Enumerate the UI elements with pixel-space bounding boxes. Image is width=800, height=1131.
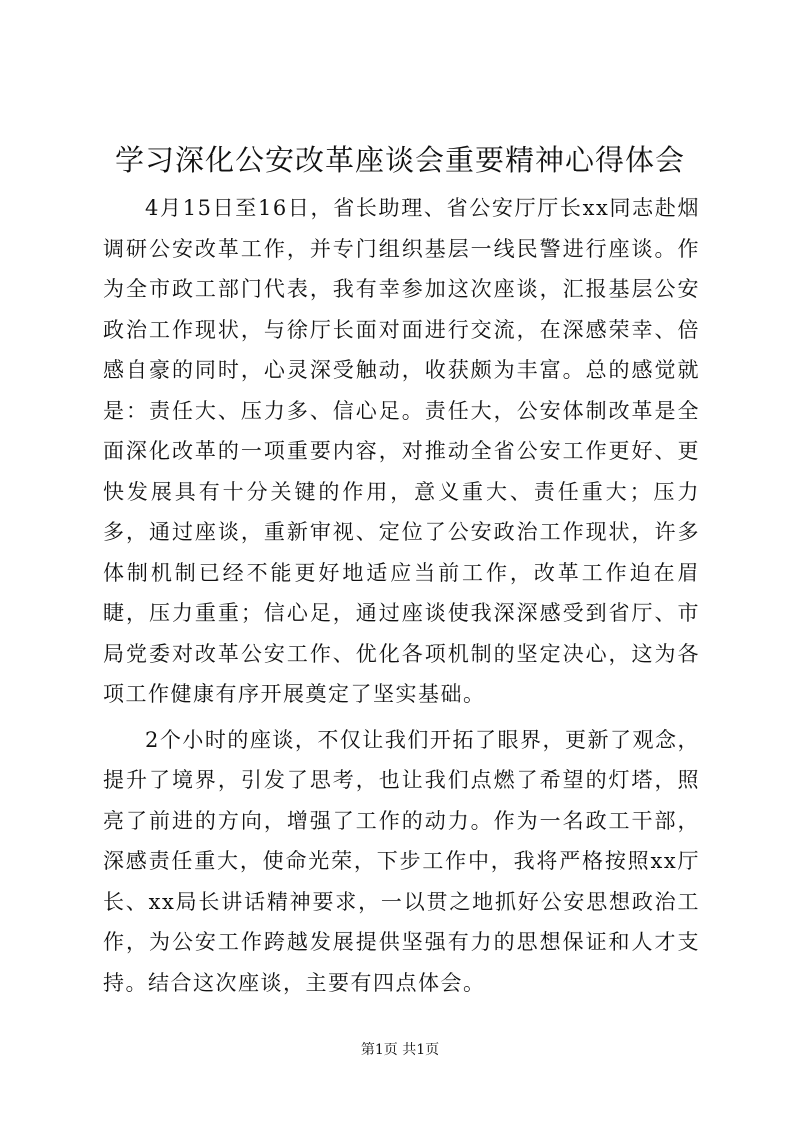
page-footer: 第1页 共1页 [360, 1042, 440, 1058]
document-body [103, 188, 700, 1008]
paragraph-2: 2个小时的座谈，不仅让我们开拓了眼界，更新了观念，提升了境界，引发了思考，也让我们点燃了希望的灯塔，照亮了前进的方向，增强了工作的动力。作为一名政工干部，深感责任重大，使命光荣，下步工作中，我将严格按照xx厅长、xx局长讲话精神要求，一以贯之地抓好公安思想政治工作，为公安工作跨越发展提供坚强有力的思想保证和人才支持。结合这次座谈，主要有四点体会。 [103, 727, 700, 995]
document-title: 学习深化公安改革座谈会重要精神心得体会 [114, 143, 685, 177]
paragraph-1: 4月15日至16日，省长助理、省公安厅厅长xx同志赴烟调研公安改革工作，并专门组织基层一线民警进行座谈。作为全市政工部门代表，我有幸参加这次座谈，汇报基层公安政治工作现状，与徐厅长面对面进行交流，在深感荣幸、倍感自豪的同时，心灵深受触动，收获颇为丰富。总的感觉就是：责任大、压力多、信心足。责任大，公安体制改革是全面深化改革的一项重要内容，对推动全省公安工作更好、更快发展具有十分关键的作用，意义重大、责任重大；压力多，通过座谈，重新审视、定位了公安政治工作现状，许多体制机制已经不能更好地适应当前工作，改革工作迫在眉睫，压力重重；信心足，通过座谈使我深深感受到省厅、市局党委对改革公安工作、优化各项机制的坚定决心，这为各项工作健康有序开展奠定了坚实基础。 [103, 196, 700, 706]
